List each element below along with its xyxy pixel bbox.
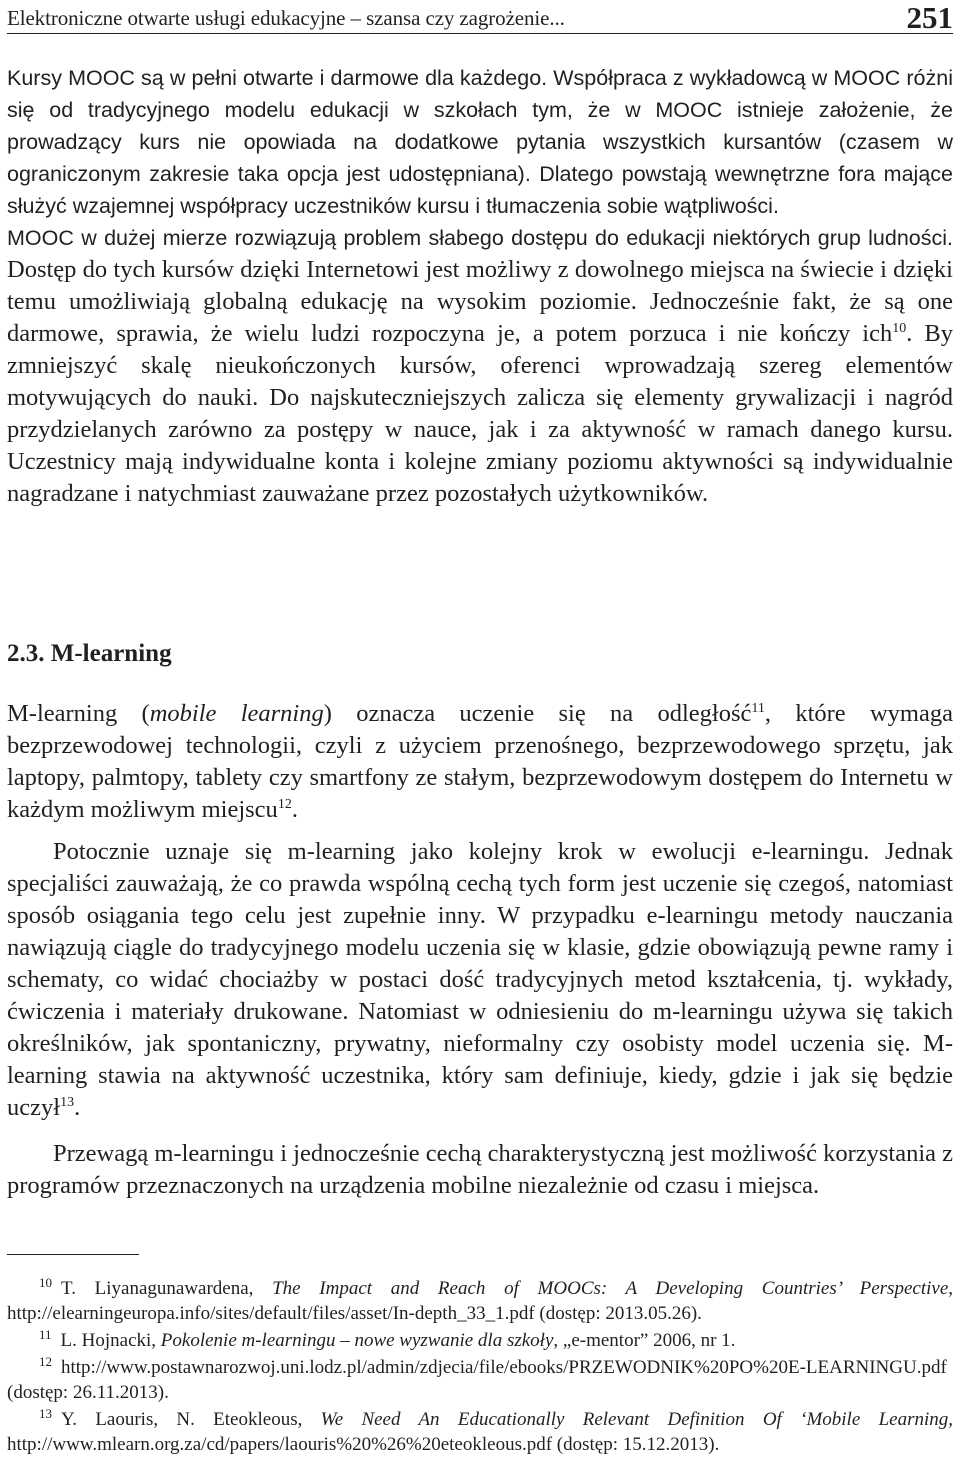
paragraph-mooc-part2: MOOC w dużej mierze rozwiązują problem słabego dostępu do edukacji niektórych grup ludności. (7, 226, 953, 250)
footnote-title: Pokolenie m-learningu – nowe wyzwanie dla szkoły (160, 1330, 554, 1351)
footnote-text: L. Hojnacki, (60, 1330, 161, 1351)
footnote-ref-11: 11 (751, 700, 765, 716)
paragraph-mooc-part4: . By zmniejszyć skalę nieukończonych kursów, oferenci wprowadzają szereg elementów motywujących do nauki. Do najskuteczniejszych zalicza się elementy grywalizacji i nagród przydzielanych zarówno za postępy w nauce, jak i za aktywność w ramach danego kursu. Uczestnicy mają indywidualne konta i kolejne zmiany poziomu aktywności są indywidualnie nagradzane i natychmiast zauważane przez pozostałych użytkowników. (7, 320, 954, 507)
paragraph-mooc-part3: Dostęp do tych kursów dzięki Internetowi jest możliwy z dowolnego miejsca na świecie i dzięki temu umożliwiają globalną edukację na wysokim poziomie. Jednocześnie fakt, że są one darmowe, sprawia, że wielu ludzi rozpoczyna je, a potem porzuca i nie kończy ich (7, 256, 953, 347)
definition-text-4: . (291, 796, 298, 823)
paragraph-mooc (7, 62, 953, 510)
paragraph-mooc-part1: Kursy MOOC są w pełni otwarte i darmowe dla każdego. Współpraca z wykładowcą w MOOC różni się od tradycyjnego modelu edukacji w szkołach tym, że w MOOC istnieje założenie, że prowadzący kurs nie opowiada na dodatkowe pytania wszystkich kursantów (czasem w ograniczonym zakresie taka opcja jest udostępniana). Dlatego powstają wewnętrzne fora mające służyć wzajemnej współpracy uczestników kursu i tłumaczenia sobie wątpliwości. (7, 66, 953, 218)
footnote-number: 13 (39, 1405, 52, 1421)
definition-term: mobile learning (149, 700, 324, 727)
footnote-text: Y. Laouris, N. Eteokleous, (61, 1409, 321, 1430)
footnote-title: The Impact and Reach of MOOCs: A Developing Countries’ Perspective (272, 1278, 949, 1299)
footnote-text-end: , „e-mentor” 2006, nr 1. (553, 1330, 736, 1351)
running-title: Elektroniczne otwarte usługi edukacyjne – szansa czy zagrożenie... (7, 6, 565, 30)
evolution-text-end: . (74, 1094, 81, 1121)
definition-text-1: M-learning ( (7, 700, 150, 727)
section-heading: 2.3. M-learning (7, 640, 172, 667)
definition-text-3: , które wymaga bezprzewodowej technologii, czyli z użyciem przenośnego, bezprzewodowego sprzętu, jak laptopy, palmtopy, tablety czy smartfony ze stałym, bezprzewodowym dostępem do Internetu w każdym możliwym miejscu (7, 700, 953, 823)
paragraph-mlearning-definition (7, 698, 953, 826)
footnote-11 (7, 1328, 953, 1353)
advantage-text: Przewagą m-learningu i jednocześnie cechą charakterystyczną jest możliwość korzystania z programów przeznaczonych na urządzenia mobilne niezależnie od czasu i miejsca. (7, 1140, 953, 1199)
footnotes (7, 1276, 953, 1459)
footnote-text: T. Liyanagunawardena, (61, 1278, 273, 1299)
footnote-10 (7, 1276, 953, 1326)
footnote-ref-13: 13 (60, 1094, 75, 1110)
footnote-number: 11 (39, 1326, 52, 1342)
footnote-number: 10 (39, 1274, 52, 1290)
paragraph-mlearning-advantage (7, 1138, 953, 1202)
evolution-text: Potocznie uznaje się m-learning jako kolejny krok w ewolucji e-learningu. Jednak specjaliści zauważają, że co prawda wspólną cechą tych form jest uczenie się czegoś, natomiast sposób osiągania tego celu jest zupełnie inny. W przypadku e-learningu metody nauczania nawiązują ciągle do tradycyjnego modelu uczenia się w klasie, gdzie obowiązują pewne ramy i schematy, co widać chociażby w postaci dość tradycyjnych metod kształcenia, tj. wykłady, ćwiczenia i materiały drukowane. Natomiast w odniesieniu do m-learningu używa się takich określników, jak spontaniczny, prywatny, nieformalny czy osobisty model uczenia się. M-learning stawia na aktywność uczestnika, który sam definiuje, kiedy, gdzie i jak się będzie uczył (7, 838, 953, 1121)
footnote-ref-10: 10 (892, 320, 907, 336)
page-number: 251 (906, 0, 953, 35)
footnote-text: http://www.postawnarozwoj.uni.lodz.pl/admin/zdjecia/file/ebooks/PRZEWODNIK%20PO%20E-LEARNINGU.pdf (dostęp: 26.11.2013). (7, 1357, 947, 1403)
footnote-12 (7, 1355, 953, 1405)
footnote-title: We Need An Educationally Relevant Definition Of ‘Mobile Learning (320, 1409, 949, 1430)
footnote-divider (7, 1254, 139, 1255)
footnote-ref-12: 12 (277, 796, 292, 812)
running-header (7, 0, 953, 35)
footnote-number: 12 (39, 1353, 52, 1369)
footnote-text-end: , http://elearningeuropa.info/sites/default/files/asset/In-depth_33_1.pdf (dostęp: 2013.05.26). (7, 1278, 953, 1324)
footnote-text-end: , http://www.mlearn.org.za/cd/papers/laouris%20%26%20eteokleous.pdf (dostęp: 15.12.2013). (7, 1409, 953, 1455)
definition-text-2: ) oznacza uczenie się na odległość (323, 700, 752, 727)
paragraph-mlearning-evolution (7, 836, 953, 1124)
footnote-13 (7, 1407, 953, 1457)
